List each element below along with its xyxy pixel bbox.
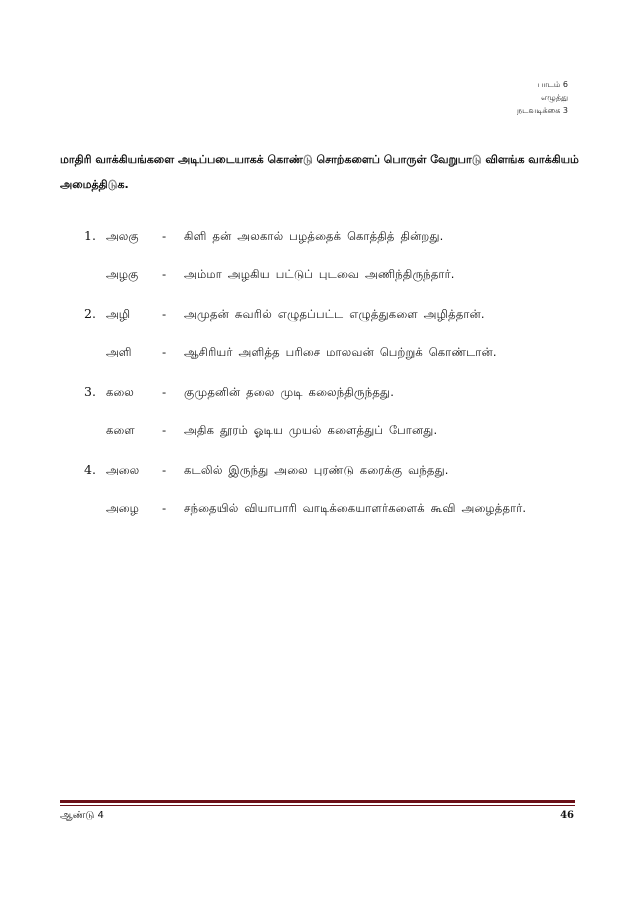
dash: -: [162, 307, 167, 321]
lesson-label: பாடம் 6: [537, 80, 568, 89]
word-pair-row: [84, 420, 584, 440]
dash: -: [162, 345, 167, 359]
word: அலை: [106, 463, 140, 477]
example-sentence: அமுதன் சுவரில் எழுதப்பட்ட எழுத்துகளை அழித்தான்.: [184, 307, 485, 321]
word-pair-row: [84, 460, 584, 480]
example-sentence: கிளி தன் அலகால் பழத்தைக் கொத்தித் தின்றது.: [184, 229, 444, 243]
exercise-item-4: [84, 460, 584, 518]
instruction-text: மாதிரி வாக்கியங்களை அடிப்படையாகக் கொண்டு சொற்களைப் பொருள் வேறுபாடு விளங்க வாக்கியம் அமைத்திடுக.: [60, 153, 579, 191]
word: அழை: [106, 501, 139, 515]
header-block: [517, 78, 568, 117]
exercise-item-1: [84, 226, 584, 284]
dash: -: [162, 385, 167, 399]
example-sentence: அம்மா அழகிய பட்டுப் புடவை அணிந்திருந்தார்.: [184, 267, 455, 281]
word-pair-row: [84, 264, 584, 284]
item-number: 3.: [84, 384, 96, 399]
page-number: 46: [560, 810, 574, 821]
word: களை: [106, 423, 135, 437]
exercise-item-2: [84, 304, 584, 362]
dash: -: [162, 501, 167, 515]
word: அழகு: [106, 267, 139, 281]
item-number: 4.: [84, 462, 96, 477]
footer-rule-thick: [60, 800, 575, 803]
item-number: 2.: [84, 306, 96, 321]
footer-year: ஆண்டு 4: [60, 810, 104, 821]
activity-label: நடவடிக்கை 3: [517, 106, 568, 115]
topic-label: எழுத்து: [541, 93, 568, 102]
word-pair-row: [84, 304, 584, 324]
word: கலை: [106, 385, 134, 399]
item-number: 1.: [84, 228, 96, 243]
word: அலகு: [106, 229, 139, 243]
word-pair-row: [84, 382, 584, 402]
word-pair-row: [84, 226, 584, 246]
example-sentence: கடலில் இருந்து அலை புரண்டு கரைக்கு வந்தது.: [184, 463, 449, 477]
footer-rule-thin: [60, 805, 575, 806]
word: அழி: [106, 307, 131, 321]
example-sentence: ஆசிரியர் அளித்த பரிசை மாலவன் பெற்றுக் கொண்டான்.: [184, 345, 497, 359]
example-sentence: சந்தையில் வியாபாரி வாடிக்கையாளர்களைக் கூவி அழைத்தார்.: [184, 501, 527, 515]
dash: -: [162, 423, 167, 437]
word-pair-row: [84, 342, 584, 362]
dash: -: [162, 267, 167, 281]
exercise-item-3: [84, 382, 584, 440]
dash: -: [162, 229, 167, 243]
word: அளி: [106, 345, 132, 359]
example-sentence: அதிக தூரம் ஓடிய முயல் களைத்துப் போனது.: [184, 423, 438, 437]
exercise-list: [84, 226, 584, 538]
word-pair-row: [84, 498, 584, 518]
dash: -: [162, 463, 167, 477]
example-sentence: குமுதனின் தலை முடி கலைந்திருந்தது.: [184, 385, 395, 399]
